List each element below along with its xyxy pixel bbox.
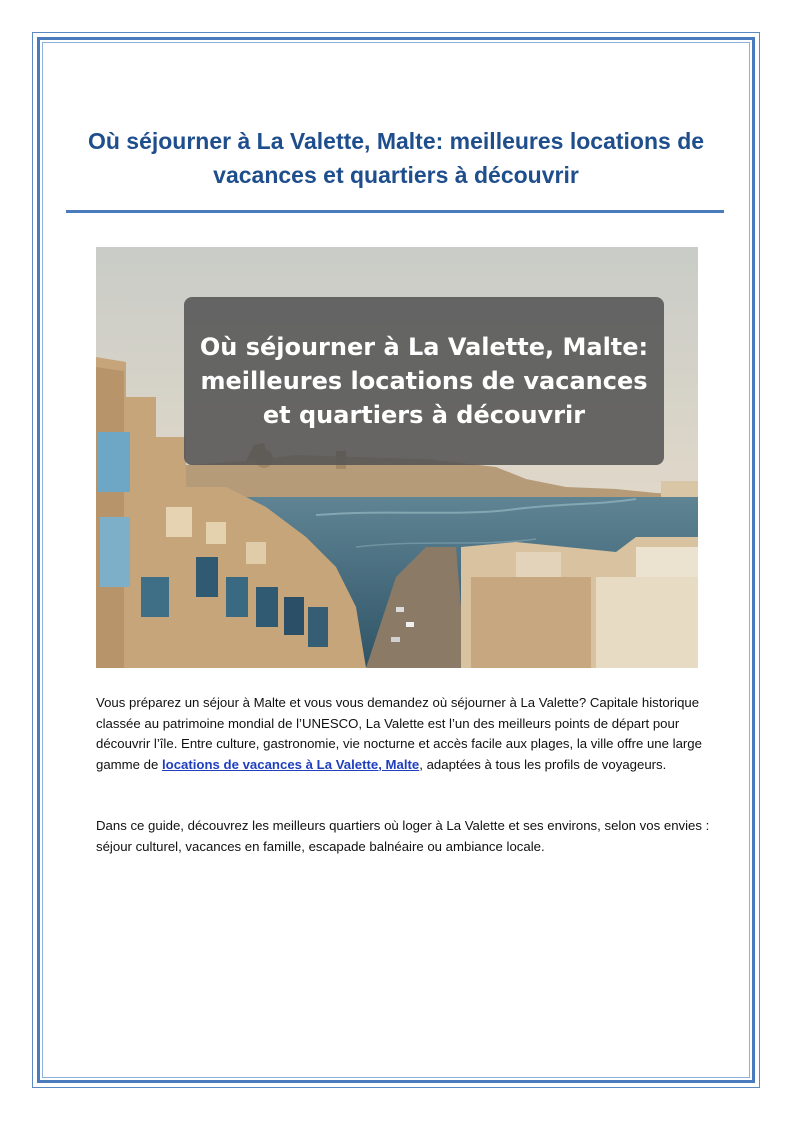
intro-paragraph-2: Dans ce guide, découvrez les meilleurs quartiers où loger à La Valette et ses environs, selon vos envies : séjour culturel, vacances en famille, escapade balnéaire ou ambiance locale. bbox=[96, 818, 710, 854]
title-divider bbox=[66, 210, 724, 213]
intro-text-before-link: Vous préparez un séjour à Malte et vous vous demandez où séjourner à La Valette? Capitale historique classée au patrimoine mondial de l’UNESCO, La Valette est l’un des meilleurs points de départ pour découvrir l’île. Entre culture, gastronomie, vie nocturne et accès facile aux plages, la ville offre une large gamme de bbox=[96, 695, 702, 772]
intro-text-after-link: , adaptées à tous les profils de voyageurs. bbox=[419, 756, 667, 772]
hero-overlay-title: Où séjourner à La Valette, Malte: meilleures locations de vacances et quartiers à découvrir bbox=[199, 333, 649, 429]
intro-paragraph-1 bbox=[96, 693, 726, 775]
valletta-rentals-link[interactable]: locations de vacances à La Valette, Malte bbox=[161, 756, 420, 772]
hero-image bbox=[96, 247, 698, 668]
page-title: Où séjourner à La Valette, Malte: meilleures locations de vacances et quartiers à découvrir bbox=[87, 128, 705, 188]
hero-overlay-box bbox=[184, 297, 664, 465]
